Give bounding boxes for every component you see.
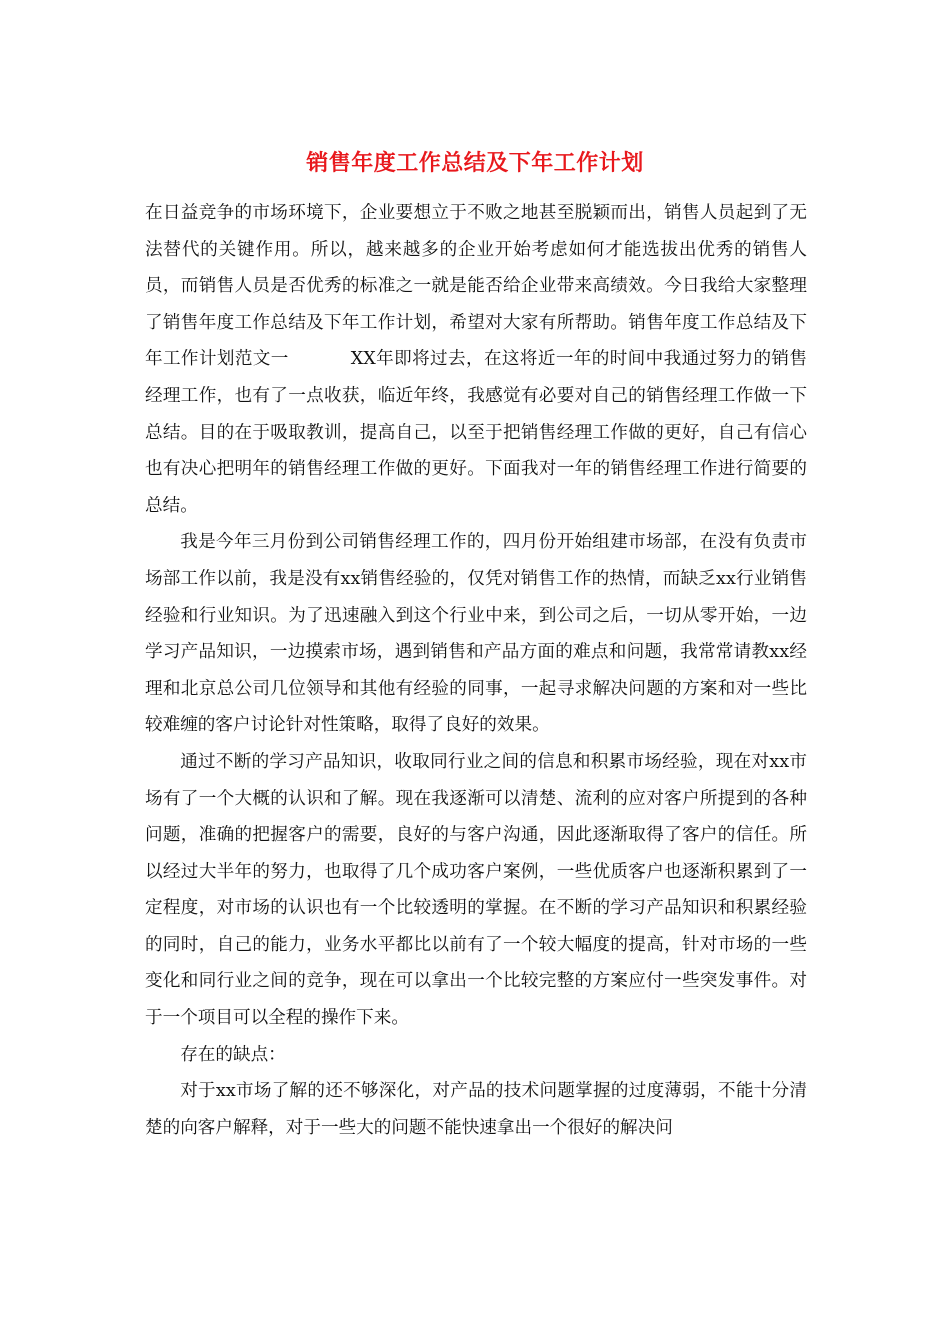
paragraph-2: 我是今年三月份到公司销售经理工作的，四月份开始组建市场部，在没有负责市场部工作以前，我是没有xx销售经验的，仅凭对销售工作的热情，而缺乏xx行业销售经验和行业知识。为了迅速融入到这个行业中来，到公司之后，一切从零开始，一边学习产品知识，一边摸索市场，遇到销售和产品方面的难点和问题，我常常请教xx经理和北京总公司几位领导和其他有经验的同事，一起寻求解决问题的方案和对一些比较难缠的客户讨论针对性策略，取得了良好的效果。: [145, 532, 807, 736]
document-title: 销售年度工作总结及下年工作计划: [306, 151, 644, 176]
paragraph-5: 对于xx市场了解的还不够深化，对产品的技术问题掌握的过度薄弱，不能十分清楚的向客户解释，对于一些大的问题不能快速拿出一个很好的解决问: [145, 1081, 807, 1138]
sample-heading: 销售年度工作总结及下年工作计划范文一: [145, 312, 807, 370]
paragraph-1: XX年即将过去，在这将近一年的时间中我通过努力的销售经理工作，也有了一点收获，临近年终，我感觉有必要对自己的销售经理工作做一下总结。目的在于吸取教训，提高自己，以至于把销售经理工作做的更好，自己有信心也有决心把明年的销售经理工作做的更好。下面我对一年的销售经理工作进行简要的总结。: [145, 349, 807, 516]
paragraph-3: 通过不断的学习产品知识，收取同行业之间的信息和积累市场经验，现在对xx市场有了一个大概的认识和了解。现在我逐渐可以清楚、流利的应对客户所提到的各种问题，准确的把握客户的需要，良好的与客户沟通，因此逐渐取得了客户的信任。所以经过大半年的努力，也取得了几个成功客户案例，一些优质客户也逐渐积累到了一定程度，对市场的认识也有一个比较透明的掌握。在不断的学习产品知识和积累经验的同时，自己的能力，业务水平都比以前有了一个较大幅度的提高，针对市场的一些变化和同行业之间的竞争，现在可以拿出一个比较完整的方案应付一些突发事件。对于一个项目可以全程的操作下来。: [145, 751, 807, 1029]
paragraph-4: 存在的缺点：: [180, 1044, 286, 1065]
intro-text: 在日益竞争的市场环境下，企业要想立于不败之地甚至脱颖而出，销售人员起到了无法替代的关键作用。所以，越来越多的企业开始考虑如何才能选拔出优秀的销售人员，而销售人员是否优秀的标准之一就是能否给企业带来高绩效。今日我给大家整理了销售年度工作总结及下年工作计划，希望对大家有所帮助。: [145, 203, 807, 333]
intro-paragraph: [145, 195, 807, 524]
document-body: [145, 195, 807, 1146]
